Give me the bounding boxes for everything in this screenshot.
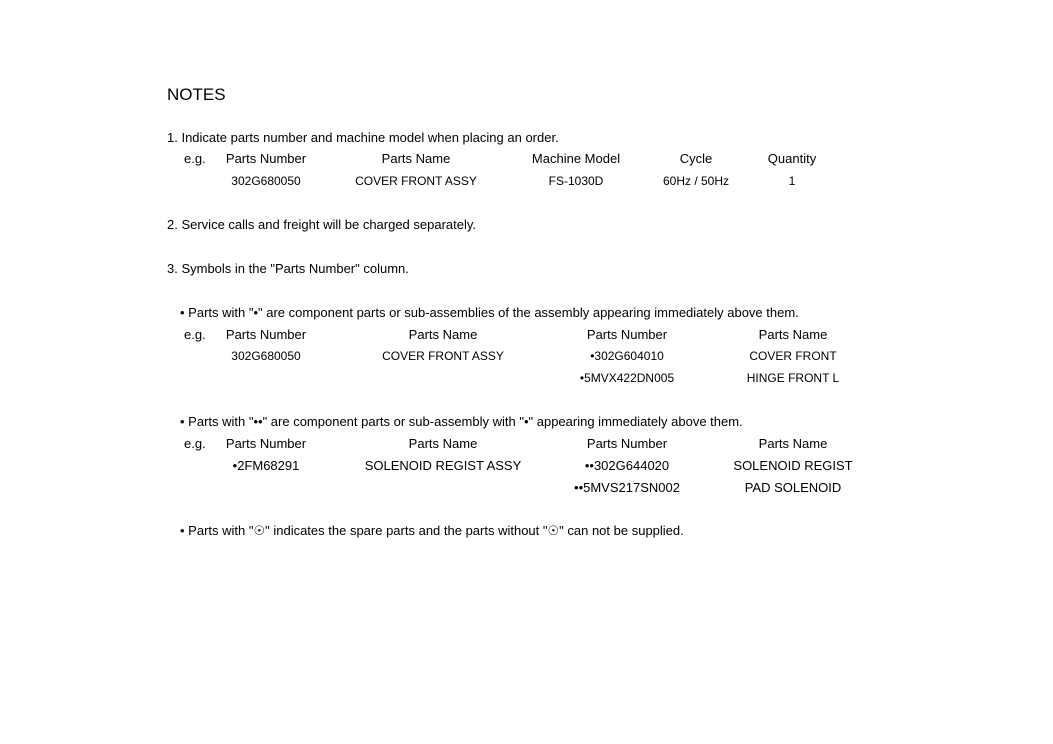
note-3-text: 3. Symbols in the "Parts Number" column. (167, 261, 409, 276)
bullet-2-eg: e.g. (184, 436, 206, 451)
note-1-text: 1. Indicate parts number and machine model when placing an order. (167, 130, 559, 145)
note-1-header-cycle: Cycle (679, 151, 713, 166)
note-1-header-parts-number: Parts Number (225, 151, 307, 166)
note-1-row-machine-model: FS-1030D (548, 174, 604, 188)
bullet-1-row1-parts-name: COVER FRONT ASSY (382, 349, 504, 363)
note-1-row-cycle: 60Hz / 50Hz (662, 174, 730, 188)
note-1-row-parts-number: 302G680050 (231, 174, 301, 188)
bullet-2-row2-parts-name: PAD SOLENOID (744, 480, 842, 495)
bullet-2-row2-parts-number: ••5MVS217SN002 (574, 480, 680, 495)
note-1-row-quantity: 1 (788, 174, 796, 188)
bullet-1-row2-parts-number: •5MVX422DN005 (579, 371, 675, 385)
bullet-3-text: • Parts with "☉" indicates the spare parts and the parts without "☉" can not be supplied. (180, 523, 684, 538)
bullet-2-row1-parts-number-2: ••302G644020 (584, 458, 670, 473)
bullet-1-text: • Parts with "•" are component parts or sub-assemblies of the assembly appearing immediately above them. (180, 305, 799, 320)
bullet-2-text: • Parts with "••" are component parts or sub-assembly with "•" appearing immediately above them. (180, 414, 743, 429)
bullet-1-row1-parts-number-2: •302G604010 (590, 349, 664, 363)
note-1-row-parts-name: COVER FRONT ASSY (355, 174, 477, 188)
bullet-1-header-parts-number-2: Parts Number (586, 327, 668, 342)
note-1-eg: e.g. (184, 151, 206, 166)
bullet-2-row1-parts-name-2: SOLENOID REGIST (733, 458, 853, 473)
bullet-2-row1-parts-name: SOLENOID REGIST ASSY (364, 458, 522, 473)
note-1-header-quantity: Quantity (767, 151, 817, 166)
bullet-1-row1-parts-name-2: COVER FRONT (749, 349, 837, 363)
bullet-1-header-parts-name-2: Parts Name (758, 327, 828, 342)
bullet-2-row1-parts-number: •2FM68291 (232, 458, 300, 473)
bullet-1-header-parts-name: Parts Name (408, 327, 478, 342)
bullet-2-header-parts-number: Parts Number (225, 436, 307, 451)
bullet-2-header-parts-number-2: Parts Number (586, 436, 668, 451)
note-1-header-parts-name: Parts Name (381, 151, 451, 166)
bullet-1-eg: e.g. (184, 327, 206, 342)
page-title: NOTES (167, 85, 226, 104)
bullet-1-header-parts-number: Parts Number (225, 327, 307, 342)
bullet-1-row1-parts-number: 302G680050 (231, 349, 301, 363)
bullet-2-header-parts-name: Parts Name (408, 436, 478, 451)
bullet-2-header-parts-name-2: Parts Name (758, 436, 828, 451)
bullet-1-row2-parts-name: HINGE FRONT L (746, 371, 840, 385)
note-1-header-machine-model: Machine Model (531, 151, 621, 166)
note-2-text: 2. Service calls and freight will be charged separately. (167, 217, 477, 232)
